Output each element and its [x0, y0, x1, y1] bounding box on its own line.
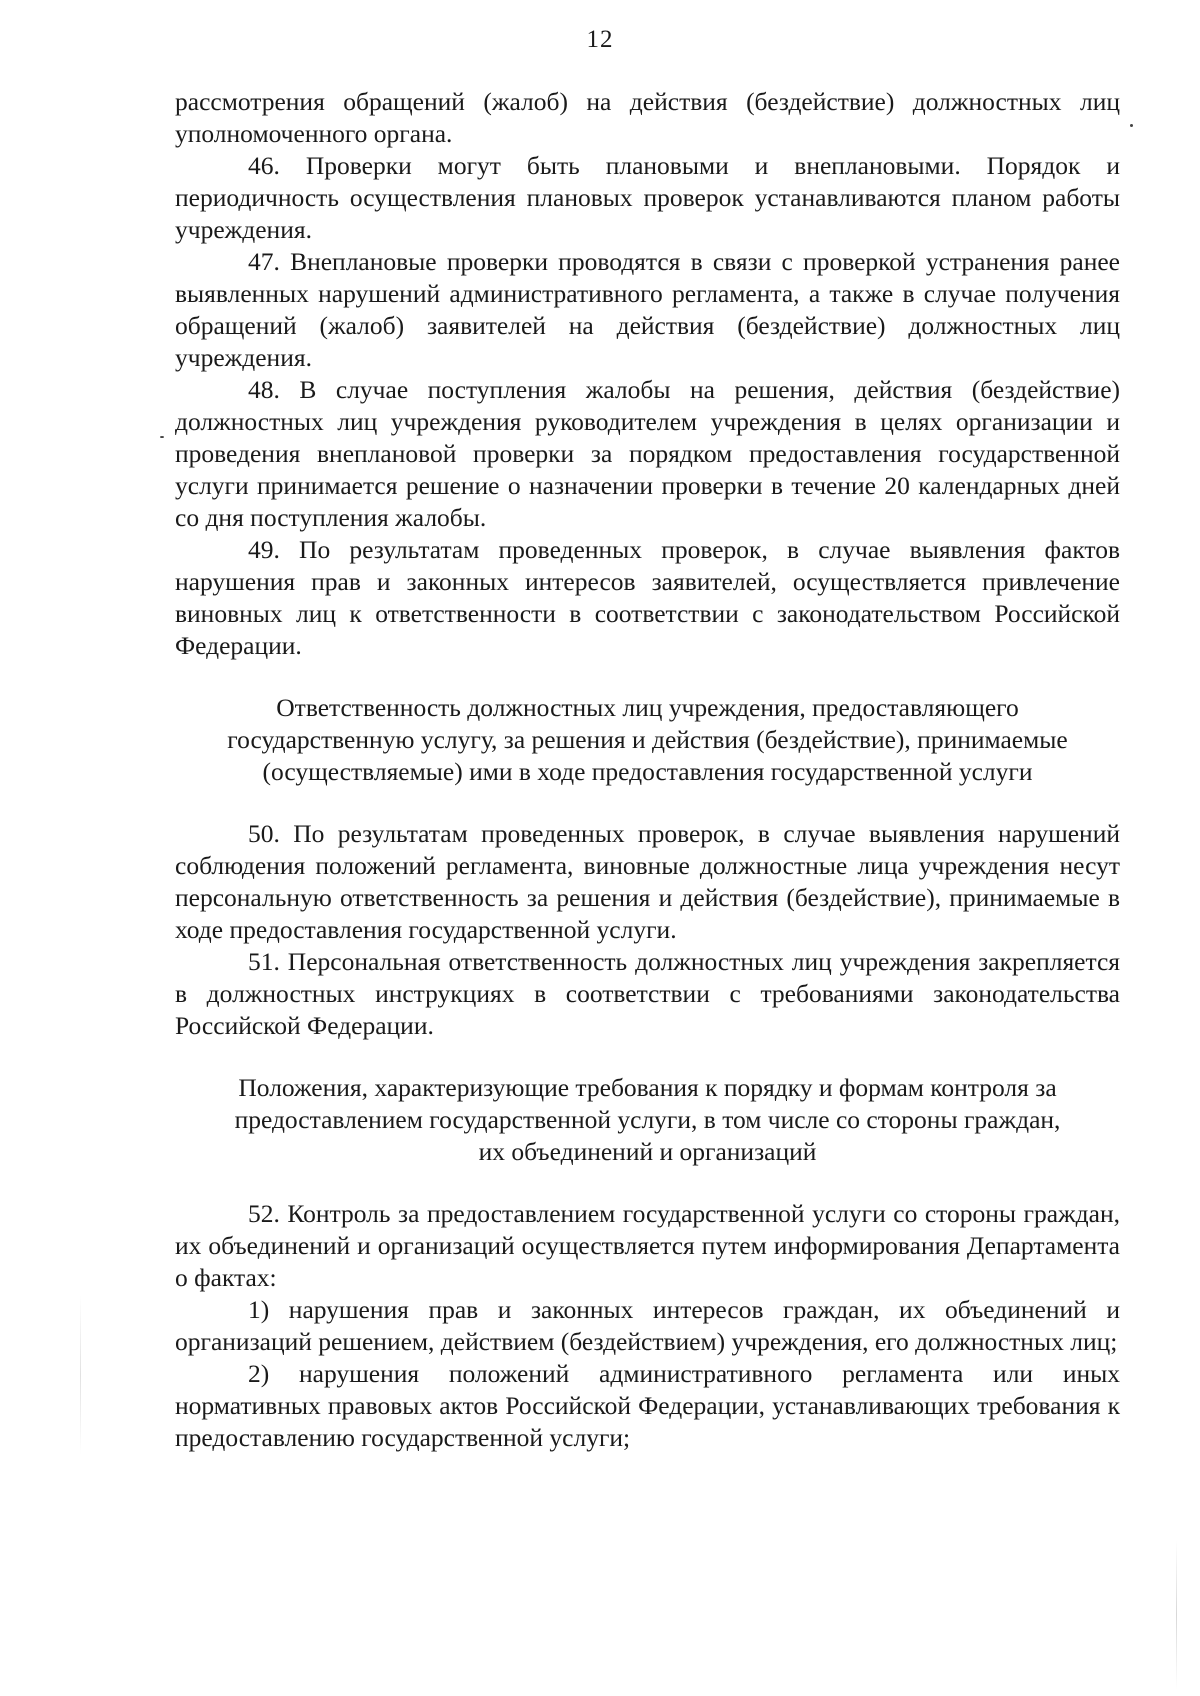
- scan-artifact-line: [1176, 1540, 1177, 1690]
- paragraph-47: 47. Внеплановые проверки проводятся в связи с проверкой устранения ранее выявленных нарушений административного регламента, а также в случае получения обращений (жалоб) заявителей на действия (бездействие) должностных лиц учреждения.: [175, 247, 1120, 372]
- paragraph-46: 46. Проверки могут быть плановыми и внеплановыми. Порядок и периодичность осуществления плановых проверок устанавливаются планом работы учреждения.: [175, 151, 1120, 244]
- section-heading-responsibility: [175, 692, 1120, 788]
- heading-line: (осуществляемые) ими в ходе предоставления государственной услуги: [262, 757, 1033, 786]
- heading-line: Положения, характеризующие требования к порядку и формам контроля за: [238, 1073, 1057, 1102]
- heading-line: их объединений и организаций: [478, 1137, 817, 1166]
- paragraph-51: 51. Персональная ответственность должностных лиц учреждения закрепляется в должностных инструкциях в соответствии с требованиями законодательства Российской Федерации.: [175, 947, 1120, 1040]
- paragraph-continuation: рассмотрения обращений (жалоб) на действия (бездействие) должностных лиц уполномоченного органа.: [175, 87, 1120, 148]
- heading-line: предоставлением государственной услуги, в том числе со стороны граждан,: [234, 1105, 1061, 1134]
- section-heading-control-requirements: [175, 1072, 1120, 1168]
- paragraph-49: 49. По результатам проведенных проверок, в случае выявления фактов нарушения прав и законных интересов заявителей, осуществляется привлечение виновных лиц к ответственности в соответствии с законодательством Российской Федерации.: [175, 535, 1120, 660]
- heading-line: Ответственность должностных лиц учреждения, предоставляющего: [276, 693, 1019, 722]
- list-item-1: 1) нарушения прав и законных интересов граждан, их объединений и организаций решением, действием (бездействием) учреждения, его должностных лиц;: [175, 1295, 1120, 1356]
- scan-artifact-line: [80, 1295, 81, 1455]
- paragraph-52: 52. Контроль за предоставлением государственной услуги со стороны граждан, их объединений и организаций осуществляется путем информирования Департамента о фактах:: [175, 1199, 1120, 1292]
- scan-speck: [160, 436, 164, 438]
- list-item-2: 2) нарушения положений административного регламента или иных нормативных правовых актов Российской Федерации, устанавливающих требования к предоставлению государственной услуги;: [175, 1359, 1120, 1452]
- paragraph-50: 50. По результатам проведенных проверок, в случае выявления нарушений соблюдения положений регламента, виновные должностные лица учреждения несут персональную ответственность за решения и действия (бездействие), принимаемые в ходе предоставления государственной услуги.: [175, 819, 1120, 944]
- paragraph-48: 48. В случае поступления жалобы на решения, действия (бездействие) должностных лиц учреждения руководителем учреждения в целях организации и проведения внеплановой проверки за порядком предоставления государственной услуги принимается решение о назначении проверки в течение 20 календарных дней со дня поступления жалобы.: [175, 375, 1120, 532]
- document-body: [175, 86, 1120, 1454]
- page-number: 12: [586, 26, 614, 53]
- heading-line: государственную услугу, за решения и действия (бездействие), принимаемые: [227, 725, 1068, 754]
- scan-speck: [1130, 124, 1133, 127]
